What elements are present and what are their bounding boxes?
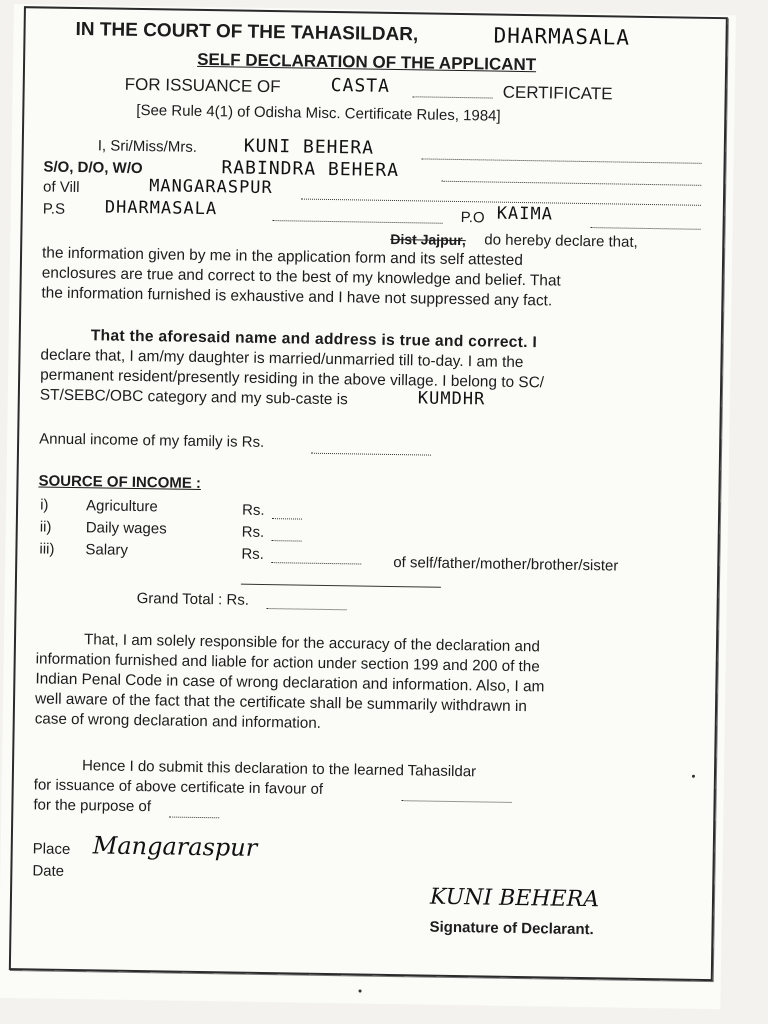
para3-line: well aware of the fact that the certificate shall be summarily withdrawn in [34, 690, 528, 716]
para1-line: enclosures are true and correct to the best of my knowledge and belief. That [41, 264, 561, 290]
paper-speck [692, 775, 695, 778]
ps-label: P.S [42, 200, 66, 218]
income-item-rs: Rs. [241, 545, 265, 563]
para1-line: the information given by me in the application form and its self attested [41, 244, 523, 270]
para2-line: ST/SEBC/OBC category and my sub-caste is [39, 386, 348, 409]
issuance-prefix: FOR ISSUANCE OF [124, 74, 281, 97]
ps-value-handwritten: DHARMASALA [104, 197, 218, 220]
district-struck-text: Dist Jajpur, [390, 230, 466, 249]
intro-tail: do hereby declare that, [484, 231, 638, 251]
income-item-num: i) [40, 496, 49, 514]
grand-total-label: Grand Total : Rs. [136, 590, 250, 609]
date-label: Date [32, 862, 65, 880]
signature-handwritten: KUNI BEHERA [429, 884, 600, 913]
court-place-handwritten: DHARMASALA [493, 23, 631, 50]
para4-line: Hence I do submit this declaration to the learned Tahasildar [81, 757, 477, 781]
para4-line: for the purpose of [33, 796, 152, 816]
income-item-label: Agriculture [85, 497, 158, 516]
income-item-rs: Rs. [241, 501, 265, 519]
signature-label: Signature of Declarant. [429, 918, 594, 939]
para4-line: for issuance of above certificate in favour of [33, 776, 324, 798]
rule-reference: [See Rule 4(1) of Odisha Misc. Certificate Rules, 1984] [136, 101, 501, 125]
para2-line: That the aforesaid name and address is true and correct. I [90, 327, 538, 352]
village-value-handwritten: MANGARASPUR [148, 176, 273, 199]
income-item-label: Salary [85, 541, 129, 559]
income-item-num: ii) [39, 518, 52, 536]
para2-line: declare that, I am/my daughter is married/unmarried till to-day. I am the [40, 346, 524, 372]
relation-label: S/O, D/O, W/O [43, 158, 143, 178]
name-value-handwritten: KUNI BEHERA [243, 135, 375, 159]
relation-value-handwritten: RABINDRA BEHERA [221, 157, 400, 182]
document-title: SELF DECLARATION OF THE APPLICANT [197, 49, 537, 75]
village-label: of Vill [42, 178, 80, 197]
document-sheet [0, 4, 736, 1009]
para1-line: the information furnished is exhaustive and I have not suppressed any fact. [41, 284, 553, 310]
name-label: I, Sri/Miss/Mrs. [97, 137, 198, 156]
po-label: P.O [460, 209, 485, 227]
income-item-rs: Rs. [241, 523, 265, 541]
place-label: Place [32, 840, 71, 858]
relation-note: of self/father/mother/brother/sister [393, 554, 619, 575]
issuance-value-handwritten: CASTA [330, 74, 391, 97]
para2-line: permanent resident/presently residing in the above village. I belong to SC/ [40, 366, 545, 392]
para3-line: case of wrong declaration and information. [34, 710, 322, 732]
annual-income-label: Annual income of my family is Rs. [39, 430, 265, 451]
income-item-num: iii) [39, 540, 55, 558]
paper-speck [359, 990, 362, 993]
income-item-label: Daily wages [85, 519, 167, 538]
subcaste-value-handwritten: KUMDHR [417, 388, 486, 410]
place-value-handwritten: Mangaraspur [92, 831, 258, 862]
court-heading: IN THE COURT OF THE TAHASILDAR, [75, 18, 419, 46]
para3-line: information furnished and liable for action under section 199 and 200 of the [35, 650, 540, 676]
para3-line: That, I am solely responsible for the accuracy of the declaration and [83, 631, 540, 656]
po-value-handwritten: KAIMA [496, 203, 554, 225]
source-income-heading: SOURCE OF INCOME : [38, 472, 202, 492]
para3-line: Indian Penal Code in case of wrong declaration and information. Also, I am [35, 670, 545, 696]
issuance-suffix: CERTIFICATE [502, 82, 613, 104]
